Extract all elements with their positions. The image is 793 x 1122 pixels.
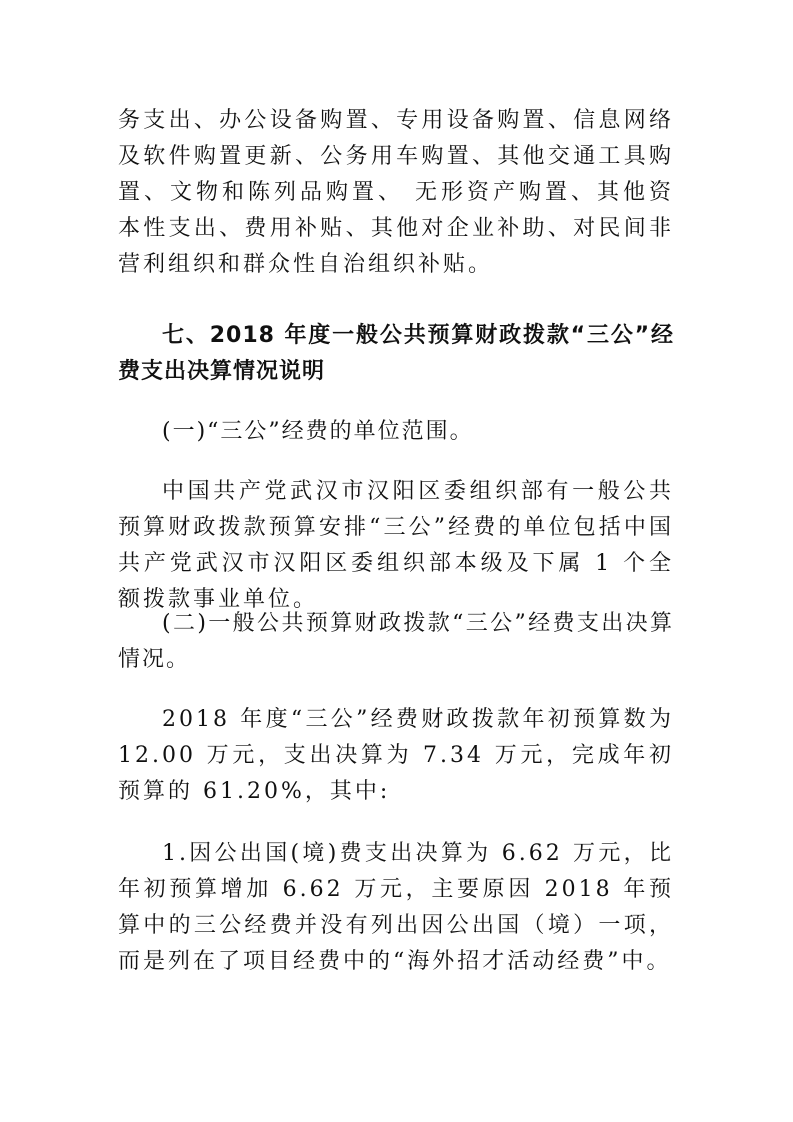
subsection-2-heading: (二)一般公共预算财政拨款“三公”经费支出决算情况。 [118, 611, 674, 672]
paragraph-expenditure-items: 务支出、办公设备购置、专用设备购置、信息网络及软件购置更新、公务用车购置、其他交通工具购置、文物和陈列品购置、 无形资产购置、其他资本性支出、费用补贴、其他对企业补助、对民间非营利组织和群众性自治组织补贴。 [118, 108, 674, 277]
paragraph-unit-scope: 中国共产党武汉市汉阳区委组织部有一般公共预算财政拨款预算安排“三公”经费的单位包括中国共产党武汉市汉阳区委组织部本级及下属 1 个全额拨款事业单位。 [118, 479, 674, 612]
paragraph-budget-summary: 2018 年度“三公”经费财政拨款年初预算数为 12.00 万元，支出决算为 7.34 万元，完成年初预算的 61.20%，其中: [118, 707, 674, 804]
section-7-heading: 七、2018 年度一般公共预算财政拨款“三公”经费支出决算情况说明 [118, 323, 674, 384]
paragraph-overseas-expense: 1.因公出国(境)费支出决算为 6.62 万元，比年初预算增加 6.62 万元，主要原因 2018 年预算中的三公经费并没有列出因公出国（境）一项，而是列在了项目经费中的“海外招才活动经费”中。 [118, 841, 674, 974]
subsection-1-heading: (一)“三公”经费的单位范围。 [162, 419, 474, 444]
